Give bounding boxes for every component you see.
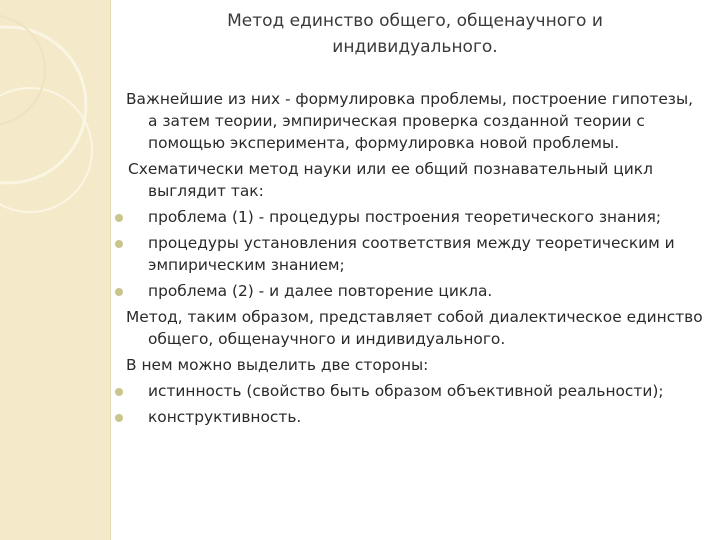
slide-title-line-1: Метод единство общего, общенаучного и <box>227 11 603 31</box>
bullet-dot-icon <box>115 240 123 248</box>
bullet-dot-icon <box>115 414 123 422</box>
list-item <box>126 232 706 276</box>
list-item <box>126 380 706 402</box>
list-item <box>126 406 706 428</box>
list-item-text: проблема (2) ‑ и далее повторение цикла. <box>148 282 493 300</box>
paragraph-method: Метод, таким образом, представляет собой диалектическое единство общего, общенаучного и индивидуального. <box>126 308 703 348</box>
slide-title-line-2: индивидуального. <box>332 37 498 57</box>
list-item-text: проблема (1) - процедуры построения теоретического знания; <box>148 208 662 226</box>
decorative-sidebar <box>0 0 111 540</box>
list-item-text: конструктивность. <box>148 408 302 426</box>
paragraph-schema: Схематически метод науки или ее общий познавательный цикл выглядит так: <box>128 160 653 200</box>
paragraph-sides: В нем можно выделить две стороны: <box>126 356 429 374</box>
list-item-text: истинность (свойство быть образом объективной реальности); <box>148 382 664 400</box>
list-item-text: процедуры установления соответствия между теоретическим и эмпирическим знанием; <box>148 234 675 274</box>
bullet-dot-icon <box>115 214 123 222</box>
list-item <box>126 280 706 302</box>
slide-title <box>150 8 680 60</box>
paragraph-steps: Важнейшие из них ‑ формулировка проблемы, построение гипотезы, а затем теории, эмпирическая проверка созданной теории с помощью эксперимента, формулировка новой проблемы. <box>126 90 694 152</box>
bullet-dot-icon <box>115 288 123 296</box>
decorative-circles-icon <box>0 0 110 540</box>
slide-body <box>126 88 706 432</box>
bullet-dot-icon <box>115 388 123 396</box>
list-item <box>126 206 706 228</box>
